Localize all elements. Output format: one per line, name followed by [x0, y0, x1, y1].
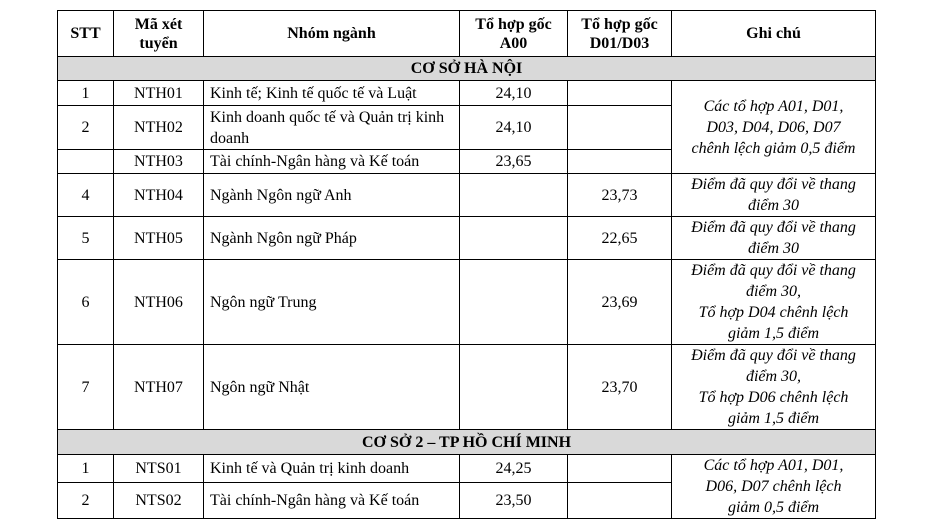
note-line: Các tổ hợp A01, D01, [703, 457, 844, 474]
note-line: giảm 0,5 điểm [727, 499, 820, 516]
note-line: Điểm đã quy đổi về thang [691, 219, 856, 236]
header-code: Mã xét tuyển [114, 11, 204, 57]
table-row [58, 260, 876, 345]
cell-a00: 23,65 [460, 150, 568, 174]
note-line: D06, D07 chênh lệch [705, 478, 842, 495]
cell-d01: 23,69 [568, 260, 672, 345]
cell-d01 [568, 482, 672, 518]
cell-d01 [568, 81, 672, 106]
cell-stt: 2 [58, 106, 114, 150]
cell-a00: 23,50 [460, 482, 568, 518]
cell-stt [58, 150, 114, 174]
cell-note [672, 345, 876, 430]
table-row [58, 174, 876, 217]
cell-d01: 23,73 [568, 174, 672, 217]
note-line: Điểm đã quy đổi về thang [691, 262, 856, 279]
cell-a00: 24,25 [460, 455, 568, 483]
note-line: Các tổ hợp A01, D01, [703, 97, 844, 115]
section-row-hanoi [58, 57, 876, 81]
cell-a00: 24,10 [460, 106, 568, 150]
cell-stt: 1 [58, 455, 114, 483]
header-group: Nhóm ngành [204, 11, 460, 57]
cell-group: Tài chính-Ngân hàng và Kế toán [204, 482, 460, 518]
cell-group: Kinh doanh quốc tế và Quản trị kinh doanh [204, 106, 460, 150]
note-line: điểm 30 [747, 197, 800, 214]
header-a00: Tổ hợp gốc A00 [460, 11, 568, 57]
cell-note-group-hcm [672, 455, 876, 519]
cell-stt: 6 [58, 260, 114, 345]
cell-code: NTH03 [114, 150, 204, 174]
cell-code: NTH01 [114, 81, 204, 106]
cell-d01 [568, 455, 672, 483]
cell-group: Ngành Ngôn ngữ Anh [204, 174, 460, 217]
cell-code: NTH06 [114, 260, 204, 345]
cell-stt: 4 [58, 174, 114, 217]
header-row [58, 11, 876, 57]
note-line: Tổ hợp D04 chênh lệch [698, 304, 849, 321]
note-line: Điểm đã quy đổi về thang [691, 176, 856, 193]
section-title-hanoi: CƠ SỞ HÀ NỘI [58, 57, 876, 81]
note-line: điểm 30, [745, 368, 802, 385]
cell-a00 [460, 345, 568, 430]
table-row [58, 81, 876, 106]
cell-group: Tài chính-Ngân hàng và Kế toán [204, 150, 460, 174]
cell-a00: 24,10 [460, 81, 568, 106]
cell-code: NTS01 [114, 455, 204, 483]
cell-d01 [568, 150, 672, 174]
note-line: điểm 30 [747, 240, 800, 257]
cell-a00 [460, 260, 568, 345]
cell-stt: 1 [58, 81, 114, 106]
cell-group: Ngành Ngôn ngữ Pháp [204, 217, 460, 260]
note-line: giảm 1,5 điểm [727, 325, 820, 342]
cell-note [672, 260, 876, 345]
cell-note-group-1 [672, 81, 876, 174]
cell-d01: 23,70 [568, 345, 672, 430]
cell-code: NTH02 [114, 106, 204, 150]
note-line: chênh lệch giảm 0,5 điểm [691, 139, 856, 157]
header-stt: STT [58, 11, 114, 57]
table-row [58, 217, 876, 260]
note-line: Điểm đã quy đổi về thang [691, 347, 856, 364]
cell-group: Ngôn ngữ Trung [204, 260, 460, 345]
cell-group: Kinh tế và Quản trị kinh doanh [204, 455, 460, 483]
cell-stt: 2 [58, 482, 114, 518]
note-line: Tổ hợp D06 chênh lệch [698, 389, 849, 406]
section-row-hcm [58, 430, 876, 455]
cell-code: NTS02 [114, 482, 204, 518]
cell-group: Ngôn ngữ Nhật [204, 345, 460, 430]
cell-a00 [460, 217, 568, 260]
note-line: D03, D04, D06, D07 [706, 118, 841, 136]
cell-d01 [568, 106, 672, 150]
header-d01: Tổ hợp gốc D01/D03 [568, 11, 672, 57]
note-line: giảm 1,5 điểm [727, 410, 820, 427]
admission-score-table [57, 10, 876, 519]
cell-stt: 7 [58, 345, 114, 430]
table-row [58, 455, 876, 483]
cell-note [672, 217, 876, 260]
cell-group: Kinh tế; Kinh tế quốc tế và Luật [204, 81, 460, 106]
cell-code: NTH04 [114, 174, 204, 217]
section-title-hcm: CƠ SỞ 2 – TP HỒ CHÍ MINH [58, 430, 876, 455]
header-note: Ghi chú [672, 11, 876, 57]
cell-d01: 22,65 [568, 217, 672, 260]
note-line: điểm 30, [745, 283, 802, 300]
cell-note [672, 174, 876, 217]
cell-a00 [460, 174, 568, 217]
cell-stt: 5 [58, 217, 114, 260]
cell-code: NTH05 [114, 217, 204, 260]
table-row [58, 345, 876, 430]
cell-code: NTH07 [114, 345, 204, 430]
